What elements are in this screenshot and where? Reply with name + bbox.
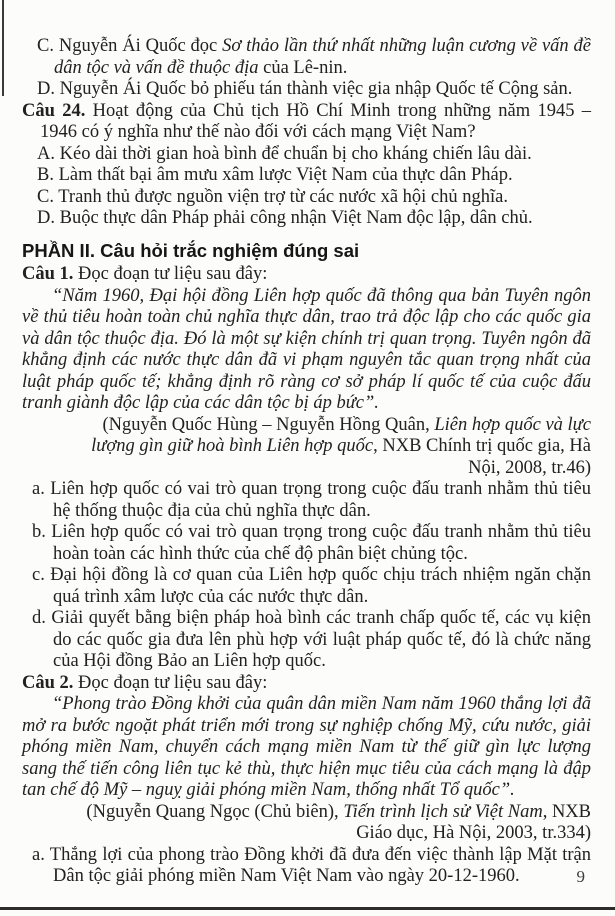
q24-option-a (22, 144, 591, 166)
question-text: Hoạt động của Chủ tịch Hồ Chí Minh trong những năm 1945 – 1946 có ý nghĩa như thế nào đối với cách mạng Việt Nam? (40, 100, 591, 142)
option-text: Nguyễn Ái Quốc đọc (58, 36, 223, 56)
scan-edge-bottom-line (0, 907, 615, 910)
statement-text: Thắng lợi của phong trào Đồng khởi đã đưa đến việc thành lập Mặt trận Dân tộc giải phóng miền Nam Việt Nam vào ngày 20-12-1960. (49, 844, 591, 886)
q24-option-b (22, 165, 591, 187)
statement-text: Đại hội đồng là cơ quan của Liên hợp quốc chịu trách nhiệm ngăn chặn quá trình xâm lược của các nước thực dân. (50, 565, 591, 607)
citation-text: (Nguyễn Quốc Hùng – Nguyễn Hồng Quân, (102, 414, 435, 435)
q1-statement-c (22, 565, 591, 608)
q24-question (22, 101, 591, 144)
statement-text: Giải quyết bằng biện pháp hoà bình các tranh chấp quốc tế, các vụ kiện do các quốc gia đưa lên phù hợp với luật pháp quốc tế, đó là chức năng của Hội đồng Bảo an Liên hợp quốc. (51, 608, 592, 671)
option-text: Kéo dài thời gian hoà bình để chuẩn bị cho kháng chiến lâu dài. (59, 143, 532, 164)
option-label: C. (37, 186, 59, 207)
statement-label: d. (32, 608, 52, 628)
q24-option-c (22, 187, 591, 209)
q2-citation (22, 802, 591, 845)
citation-text: , NXB Chính trị quốc gia, Hà Nội, 2008, tr.46) (373, 436, 591, 478)
option-label: C. (37, 36, 59, 56)
q2-statement-a (22, 845, 591, 888)
question-text: Đọc đoạn tư liệu sau đây: (73, 672, 268, 693)
q24-option-d (22, 208, 591, 230)
question-label: Câu 24. (22, 100, 86, 121)
statement-label: a. (32, 844, 50, 865)
question-label: Câu 1. (22, 264, 74, 284)
statement-text: Liên hợp quốc có vai trò quan trọng trong cuộc đấu tranh nhằm thủ tiêu hệ thống thuộc địa của chủ nghĩa thực dân. (50, 479, 591, 521)
q1-statement-d (22, 608, 591, 673)
q1-citation (22, 415, 591, 480)
book-title: Tiến trình lịch sử Việt Nam (343, 801, 543, 822)
scan-edge-left-line (2, 0, 4, 96)
option-label: D. (37, 208, 60, 228)
page-content (22, 36, 591, 888)
q2-intro (22, 673, 591, 695)
option-text: Tranh thủ được nguồn viện trợ từ các nước xã hội chủ nghĩa. (58, 186, 508, 207)
q1-quote: “Năm 1960, Đại hội đồng Liên hợp quốc đã thông qua bản Tuyên ngôn về thủ tiêu hoàn toàn chủ nghĩa thực dân, trao trả độc lập cho các quốc gia và dân tộc thuộc địa. Đó là một sự kiện chính trị quan trọng. Tuyên ngôn đã khẳng định các nước thực dân đã vi phạm nguyên tắc quan trọng nhất của luật pháp quốc tế; khẳng định rõ ràng cơ sở pháp lí quốc tế của cuộc đấu tranh giành độc lập của các dân tộc bị áp bức”. (22, 285, 591, 413)
q1-intro (22, 264, 591, 286)
option-label: B. (37, 165, 59, 185)
statement-label: a. (32, 479, 51, 499)
q1-statement-b (22, 522, 591, 565)
statement-text: Liên hợp quốc có vai trò quan trọng trong cuộc đấu tranh nhằm thủ tiêu hoàn toàn các hình thức của chế độ phân biệt chủng tộc. (51, 522, 592, 564)
question-label: Câu 2. (22, 672, 74, 693)
citation-text: (Nguyễn Quang Ngọc (Chủ biên), (86, 801, 344, 822)
option-label: A. (37, 143, 60, 164)
option-text: Nguyễn Ái Quốc bỏ phiếu tán thành việc gia nhập Quốc tế Cộng sản. (59, 79, 573, 99)
question-text: Đọc đoạn tư liệu sau đây: (73, 264, 268, 284)
book-title: Sơ thảo lần thứ nhất những luận cương về vấn đề dân tộc và vấn đề thuộc địa (54, 36, 591, 78)
statement-label: b. (32, 522, 52, 542)
q2-quote: “Phong trào Đồng khởi của quân dân miền Nam năm 1960 thắng lợi đã mở ra bước ngoặt phát triển mới trong sự nghiệp chống Mỹ, cứu nước, giải phóng miền Nam, chuyển cách mạng miền Nam từ thế giữ gìn lực lượng sang thế tiến công liên tục kẻ thù, thực hiện mục tiêu của cách mạng là đập tan chế độ Mỹ – nguỵ giải phóng miền Nam, thống nhất Tổ quốc”. (22, 694, 591, 800)
statement-label: c. (32, 565, 51, 585)
option-text: của Lê-nin. (258, 57, 348, 78)
option-text: Buộc thực dân Pháp phải công nhận Việt Nam độc lập, dân chủ. (59, 208, 533, 228)
part2-heading: PHẦN II. Câu hỏi trắc nghiệm đúng sai (22, 239, 360, 261)
q23-option-d (22, 79, 591, 101)
option-label: D. (37, 79, 60, 99)
page-number: 9 (576, 867, 585, 886)
option-text: Làm thất bại âm mưu xâm lược Việt Nam của thực dân Pháp. (58, 165, 513, 185)
book-title: Liên hợp quốc và lực lượng gìn giữ hoà bình Liên hợp quốc (91, 414, 591, 456)
citation-text: , NXB Giáo dục, Hà Nội, 2003, tr.334) (356, 801, 591, 843)
q1-statement-a (22, 479, 591, 522)
q23-option-c (22, 36, 591, 79)
